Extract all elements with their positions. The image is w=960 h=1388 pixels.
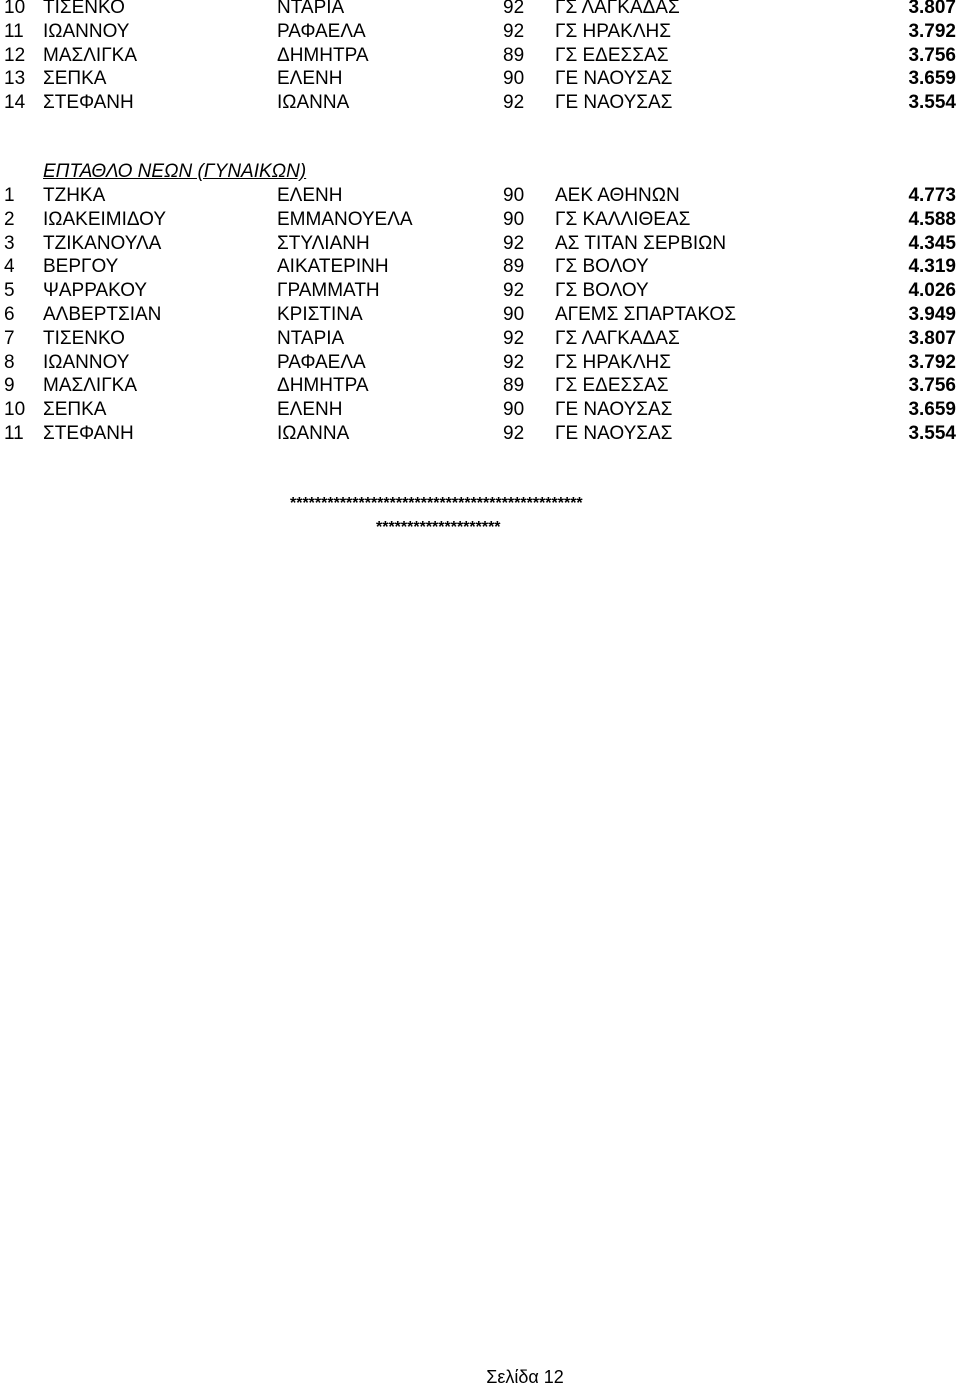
separator-line-1: ***********************************************	[290, 495, 583, 512]
year-cell: 89	[503, 375, 525, 397]
rank-cell: 3	[4, 232, 15, 254]
firstname-cell: ΙΩΑΝΝΑ	[277, 423, 350, 444]
score-cell: 3.756	[908, 44, 956, 66]
score-cell: 3.756	[908, 375, 956, 397]
firstname-cell: ΝΤΑΡΙΑ	[277, 0, 345, 18]
score-cell: 3.659	[908, 68, 956, 90]
year-cell: 89	[503, 44, 525, 66]
table-row	[0, 20, 960, 44]
club-cell: ΓΣ ΗΡΑΚΛΗΣ	[555, 20, 671, 42]
surname-cell: ΣΤΕΦΑΝΗ	[43, 92, 134, 114]
score-cell: 4.345	[908, 232, 956, 254]
page-number: Σελίδα 12	[486, 1367, 564, 1387]
firstname-cell: ΣΤΥΛΙΑΝΗ	[277, 232, 370, 254]
firstname-cell: ΚΡΙΣΤΙΝΑ	[277, 304, 363, 325]
surname-cell: ΣΕΠΚΑ	[43, 399, 107, 421]
club-cell: ΓΣ ΕΔΕΣΣΑΣ	[555, 375, 669, 397]
table-row	[0, 0, 960, 20]
surname-cell: ΙΩΑΝΝΟΥ	[43, 351, 130, 373]
year-cell: 90	[503, 399, 525, 421]
club-cell: ΓΕ ΝΑΟΥΣΑΣ	[555, 92, 673, 114]
firstname-cell: ΕΜΜΑΝΟΥΕΛΑ	[277, 208, 413, 230]
rank-cell: 6	[4, 304, 15, 325]
year-cell: 90	[503, 185, 525, 206]
score-cell: 3.659	[908, 399, 956, 421]
table-row	[0, 398, 960, 422]
surname-cell: ΒΕΡΓΟΥ	[43, 256, 119, 278]
score-cell: 4.773	[908, 185, 956, 206]
table-row	[0, 351, 960, 375]
firstname-cell: ΕΛΕΝΗ	[277, 68, 343, 90]
year-cell: 92	[503, 92, 525, 114]
score-cell: 4.026	[908, 280, 956, 302]
club-cell: ΓΣ ΚΑΛΛΙΘΕΑΣ	[555, 208, 691, 230]
year-cell: 92	[503, 20, 525, 42]
firstname-cell: ΕΛΕΝΗ	[277, 185, 343, 206]
rank-cell: 11	[4, 423, 24, 444]
score-cell: 3.554	[908, 92, 956, 114]
surname-cell: ΤΙΣΕΝΚΟ	[43, 327, 125, 349]
club-cell: ΓΣ ΕΔΕΣΣΑΣ	[555, 44, 669, 66]
club-cell: ΑΓΕΜΣ ΣΠΑΡΤΑΚΟΣ	[555, 304, 736, 325]
club-cell: ΓΕ ΝΑΟΥΣΑΣ	[555, 423, 673, 444]
surname-cell: ΣΤΕΦΑΝΗ	[43, 423, 134, 444]
rank-cell: 1	[4, 185, 15, 206]
surname-cell: ΑΛΒΕΡΤΣΙΑΝ	[43, 304, 162, 325]
score-cell: 3.807	[908, 327, 956, 349]
section-title: ΕΠΤΑΘΛΟ ΝΕΩΝ (ΓΥΝΑΙΚΩΝ)	[43, 161, 307, 182]
firstname-cell: ΝΤΑΡΙΑ	[277, 327, 345, 349]
score-cell: 3.554	[908, 423, 956, 444]
table-row	[0, 184, 960, 208]
firstname-cell: ΕΛΕΝΗ	[277, 399, 343, 421]
year-cell: 92	[503, 327, 525, 349]
club-cell: ΓΕ ΝΑΟΥΣΑΣ	[555, 68, 673, 90]
score-cell: 3.949	[908, 304, 956, 325]
table-row	[0, 327, 960, 351]
surname-cell: ΣΕΠΚΑ	[43, 68, 107, 90]
table-row	[0, 67, 960, 91]
rank-cell: 12	[4, 44, 26, 66]
year-cell: 92	[503, 280, 525, 302]
club-cell: ΓΕ ΝΑΟΥΣΑΣ	[555, 399, 673, 421]
year-cell: 90	[503, 208, 525, 230]
rank-cell: 11	[4, 20, 24, 42]
club-cell: ΓΣ ΒΟΛΟΥ	[555, 256, 649, 278]
firstname-cell: ΡΑΦΑΕΛΑ	[277, 20, 366, 42]
surname-cell: ΤΖΗΚΑ	[43, 185, 106, 206]
table-row	[0, 255, 960, 279]
rank-cell: 4	[4, 256, 15, 278]
score-cell: 4.319	[908, 256, 956, 278]
rank-cell: 7	[4, 327, 15, 349]
score-cell: 4.588	[908, 208, 956, 230]
table-row	[0, 91, 960, 115]
table-row	[0, 232, 960, 256]
score-cell: 3.792	[908, 20, 956, 42]
club-cell: ΓΣ ΗΡΑΚΛΗΣ	[555, 351, 671, 373]
table-row	[0, 422, 960, 446]
firstname-cell: ΡΑΦΑΕΛΑ	[277, 351, 366, 373]
rank-cell: 10	[4, 0, 26, 18]
score-cell: 3.807	[908, 0, 956, 18]
surname-cell: ΨΑΡΡΑΚΟΥ	[43, 280, 148, 302]
club-cell: ΓΣ ΛΑΓΚΑΔΑΣ	[555, 0, 680, 18]
club-cell: ΑΣ ΤΙΤΑΝ ΣΕΡΒΙΩΝ	[555, 232, 727, 254]
firstname-cell: ΙΩΑΝΝΑ	[277, 92, 350, 114]
year-cell: 89	[503, 256, 525, 278]
score-cell: 3.792	[908, 351, 956, 373]
table-row	[0, 208, 960, 232]
firstname-cell: ΑΙΚΑΤΕΡΙΝΗ	[277, 256, 389, 278]
firstname-cell: ΓΡΑΜΜΑΤΗ	[277, 280, 380, 302]
club-cell: ΑΕΚ ΑΘΗΝΩΝ	[555, 185, 680, 206]
year-cell: 92	[503, 351, 525, 373]
surname-cell: ΙΩΑΚΕΙΜΙΔΟΥ	[43, 208, 167, 230]
year-cell: 90	[503, 304, 525, 325]
club-cell: ΓΣ ΒΟΛΟΥ	[555, 280, 649, 302]
rank-cell: 14	[4, 92, 26, 114]
firstname-cell: ΔΗΜΗΤΡΑ	[277, 44, 369, 66]
firstname-cell: ΔΗΜΗΤΡΑ	[277, 375, 369, 397]
rank-cell: 5	[4, 280, 15, 302]
separator-line-2: ********************	[376, 519, 501, 536]
surname-cell: ΤΙΣΕΝΚΟ	[43, 0, 125, 18]
table-row	[0, 374, 960, 398]
surname-cell: ΜΑΣΛΙΓΚΑ	[43, 375, 138, 397]
year-cell: 90	[503, 68, 525, 90]
surname-cell: ΤΖΙΚΑΝΟΥΛΑ	[43, 232, 162, 254]
table-row	[0, 303, 960, 327]
rank-cell: 9	[4, 375, 15, 397]
year-cell: 92	[503, 232, 525, 254]
year-cell: 92	[503, 423, 525, 444]
year-cell: 92	[503, 0, 525, 18]
rank-cell: 10	[4, 399, 26, 421]
table-row	[0, 279, 960, 303]
rank-cell: 8	[4, 351, 15, 373]
table-row	[0, 44, 960, 68]
rank-cell: 2	[4, 208, 15, 230]
rank-cell: 13	[4, 68, 26, 90]
surname-cell: ΜΑΣΛΙΓΚΑ	[43, 44, 138, 66]
club-cell: ΓΣ ΛΑΓΚΑΔΑΣ	[555, 327, 680, 349]
surname-cell: ΙΩΑΝΝΟΥ	[43, 20, 130, 42]
